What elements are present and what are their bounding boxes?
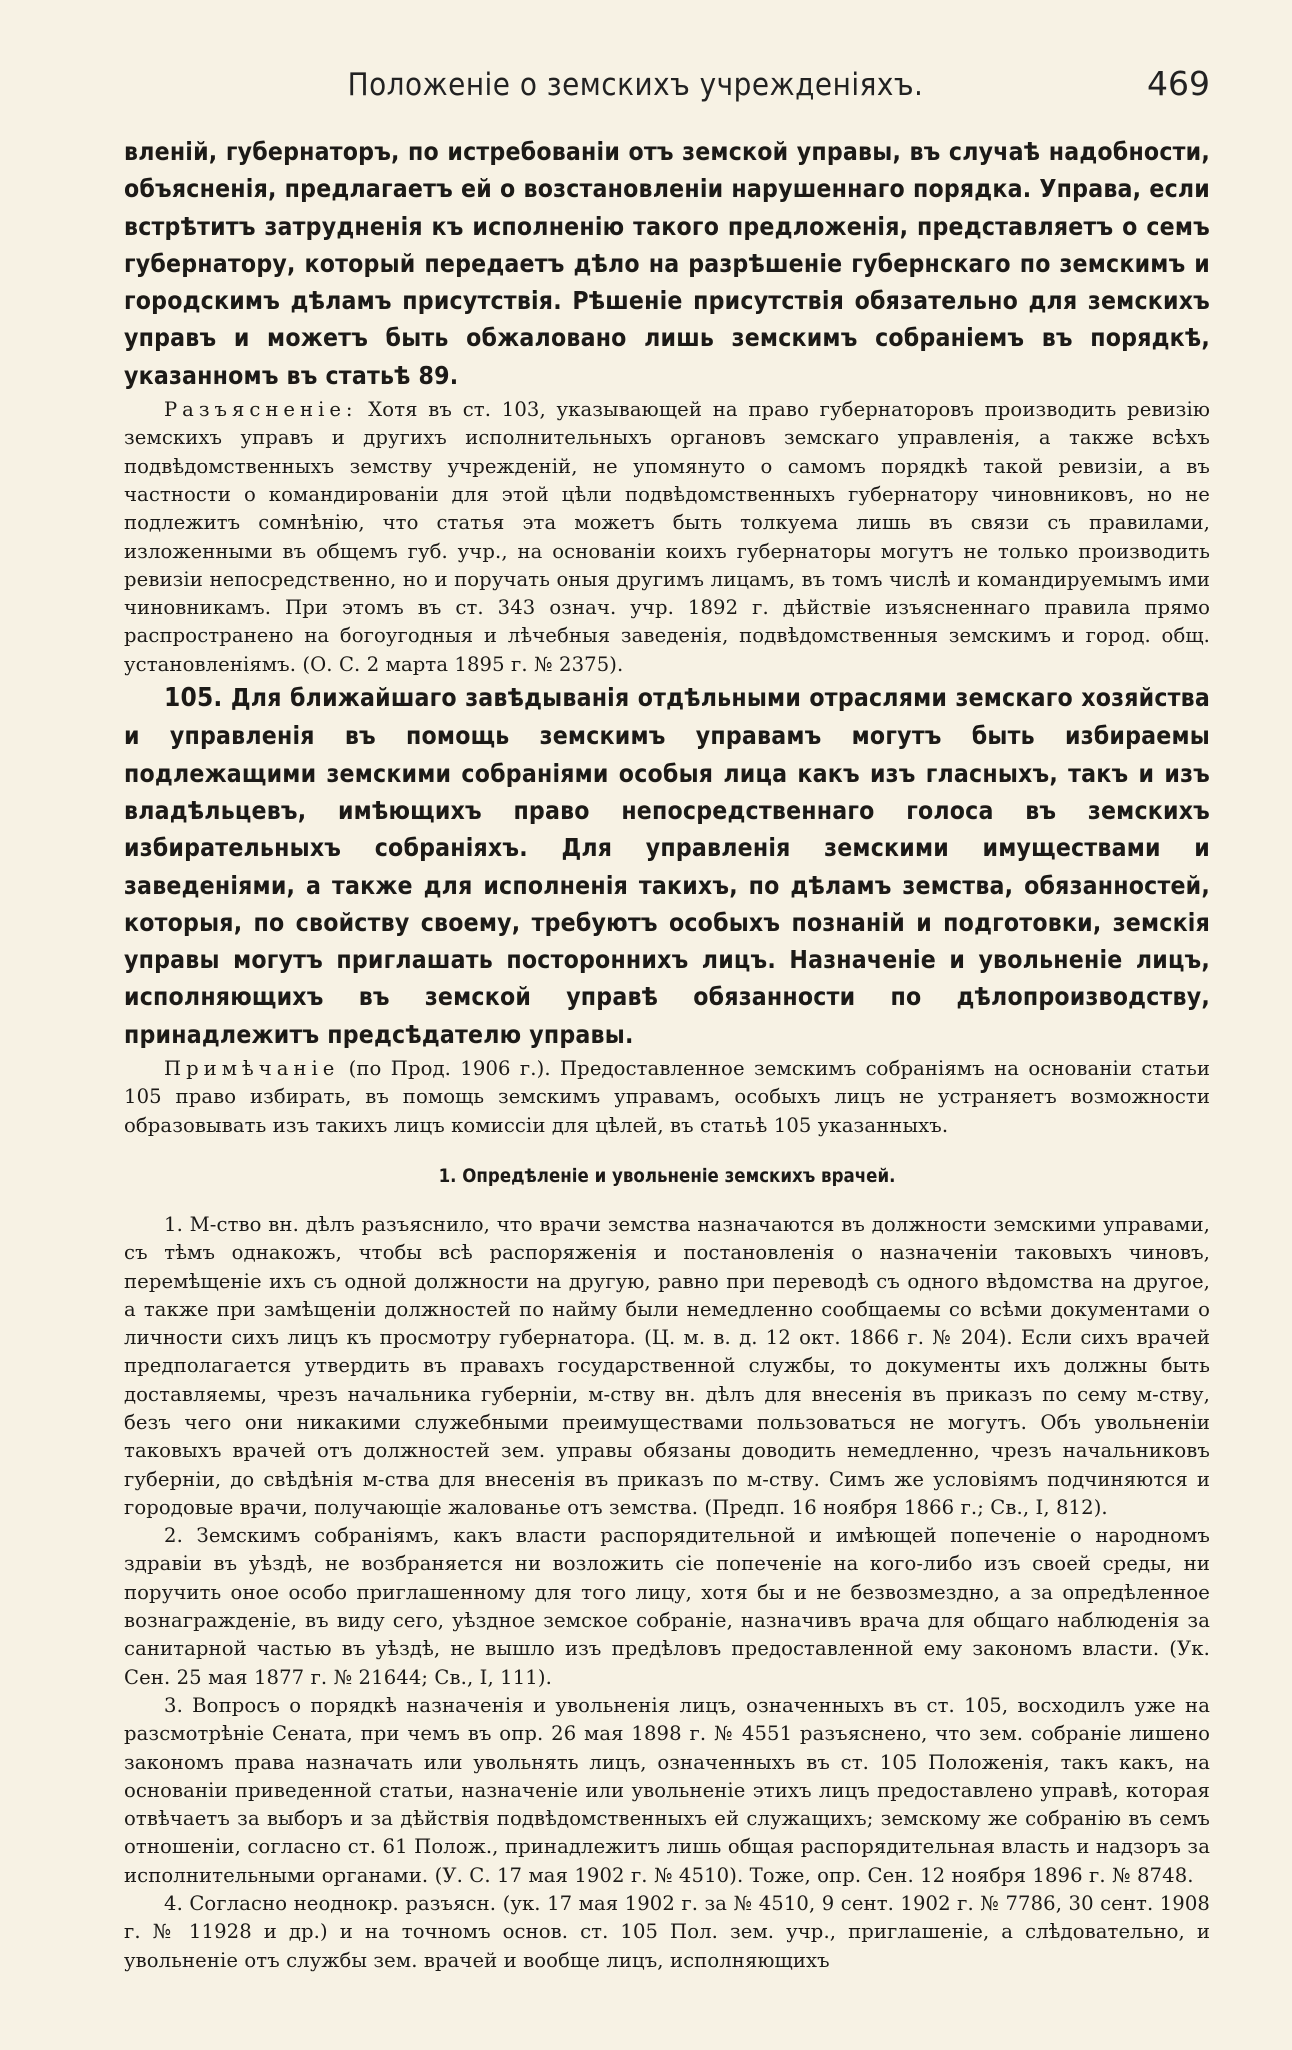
note-paragraph [124,1055,1210,1140]
section-heading: 1. Опредѣленіе и увольненіе земскихъ врачей. [438,1165,896,1187]
explanation-text: Хотя въ ст. 103, указывающей на право губернаторовъ производить ревизію земскихъ управъ и другихъ исполнительныхъ органовъ земскаго управленія, а также всѣхъ подвѣдомственныхъ земству учрежденій, не упомянуто о самомъ порядкѣ такой ревизіи, а въ частности о командированіи для этой цѣли подвѣдомственныхъ губернатору чиновниковъ, но не подлежитъ сомнѣнію, что статья эта можетъ быть толкуема лишь въ связи съ правилами, изложенными въ общемъ губ. учр., на основаніи коихъ губернаторы могутъ не только производить ревизіи непосредственно, но и поручать оныя другимъ лицамъ, въ томъ числѣ и командируемымъ ими чиновникамъ. При этомъ въ ст. 343 означ. учр. 1892 г. дѣйствіе изъясненнаго правила прямо распространено на богоугодныя и лѣчебныя заведенія, подвѣдомственныя земскимъ и город. общ. установленіямъ. (О. С. 2 марта 1895 г. № 2375). [124,398,1210,676]
page-header [124,64,1210,103]
article-105 [124,679,1210,1053]
article-text: Для ближайшаго завѣдыванія отдѣльными отраслями земскаго хозяйства и управленія въ помощь земскимъ управамъ могутъ быть избираемы подлежащими земскими собраніями особыя лица какъ изъ гласныхъ, такъ и изъ владѣльцевъ, имѣющихъ право непосредственнаго голоса въ земскихъ избирательныхъ собраніяхъ. Для управленія земскими имуществами и заведеніями, а также для исполненія такихъ, по дѣламъ земства, обязанностей, которыя, по свойству своему, требуютъ особыхъ познаній и подготовки, земскія управы могутъ приглашать постороннихъ лицъ. Назначеніе и увольненіе лицъ, исполняющихъ въ земской управѣ обязанности по дѣлопроизводству, принадлежитъ предсѣдателю управы. [124,683,1210,1049]
list-item: 3. Вопросъ о порядкѣ назначенія и увольненія лицъ, означенныхъ въ ст. 105, восходилъ уже на разсмотрѣніе Сената, при чемъ въ опр. 26 мая 1898 г. № 4551 разъяснено, что зем. собраніе лишено закономъ права назначать или увольнять лицъ, означенныхъ въ ст. 105 Положенія, такъ какъ, на основаніи приведенной статьи, назначеніе или увольненіе этихъ лицъ предоставлено управѣ, которая отвѣчаетъ за выборъ и за дѣйствія подвѣдомственныхъ ей служащихъ; земскому же собранію въ семъ отношеніи, согласно ст. 61 Полож., принадлежитъ лишь общая распорядительная власть и надзоръ за исполнительными органами. (У. С. 17 мая 1902 г. № 4510). Тоже, опр. Сен. 12 ноября 1896 г. № 8748. [124,1693,1210,1887]
running-title: Положеніе о земскихъ учрежденіяхъ. [347,67,924,103]
intro-paragraph: вленій, губернаторъ, по истребованіи отъ земской управы, въ случаѣ надобности, объясненія, предлагаетъ ей о возстановленіи нарушеннаго порядка. Управа, если встрѣтитъ затрудненія къ исполненію такого предложенія, представляетъ о семъ губернатору, который передаетъ дѣло на разрѣшеніе губернскаго по земскимъ и городскимъ дѣламъ присутствія. Рѣшеніе присутствія обязательно для земскихъ управъ и можетъ быть обжаловано лишь земскимъ собраніемъ въ порядкѣ, указанномъ въ статьѣ 89. [124,137,1210,390]
page-number: 469 [1147,64,1210,103]
explanation-label: Разъясненіе: [164,398,358,422]
list-item: 4. Согласно неоднокр. разъясн. (ук. 17 мая 1902 г. за № 4510, 9 сент. 1902 г. № 7786, 30 сент. 1908 г. № 11928 и др.) и на точномъ основ. ст. 105 Пол. зем. учр., приглашеніе, а слѣдовательно, и увольненіе отъ службы зем. врачей и вообще лицъ, исполняющихъ [124,1892,1210,1972]
article-number: 105. [164,683,223,714]
explanation-paragraph [124,396,1210,679]
list-item: 2. Земскимъ собраніямъ, какъ власти распорядительной и имѣющей попеченіе о народномъ здравіи въ уѣздѣ, не возбраняется ни возложить сіе попеченіе на кого-либо изъ своей среды, ни поручить оное особо приглашенному для того лицу, хотя бы и не безвозмездно, а за опредѣленное вознагражденіе, въ виду сего, уѣздное земское собраніе, назначивъ врача для общаго наблюденія за санитарной частью въ уѣздѣ, не вышло изъ предѣловъ предоставленной ему закономъ власти. (Ук. Сен. 25 мая 1877 г. № 21644; Св., I, 111). [124,1524,1210,1689]
note-label: Примѣчаніе [164,1057,340,1081]
list-item: 1. М-ство вн. дѣлъ разъяснило, что врачи земства назначаются въ должности земскими управами, съ тѣмъ однакожъ, чтобы всѣ распоряженія и постановленія о назначеніи таковыхъ чиновъ, перемѣщеніе ихъ съ одной должности на другую, равно при переводѣ съ одного вѣдомства на другое, а также при замѣщеніи должностей по найму были немедленно сообщаемы со всѣми документами о личности сихъ лицъ къ просмотру губернатора. (Ц. м. в. д. 12 окт. 1866 г. № 204). Если сихъ врачей предполагается утвердить въ правахъ государственной службы, то документы ихъ должны быть доставляемы, чрезъ начальника губерніи, м-ству вн. дѣлъ для внесенія въ приказъ по сему м-ству, безъ чего они никакими служебными преимуществами пользоваться не могутъ. Объ увольненіи таковыхъ врачей отъ должностей зем. управы обязаны доводить немедленно, чрезъ начальниковъ губерніи, до свѣдѣнія м-ства для внесенія въ приказъ по м-ству. Симъ же условіямъ подчиняются и городовые врачи, получающіе жалованье отъ земства. (Предп. 16 ноября 1866 г.; Св., I, 812). [124,1212,1210,1519]
note-text: (по Прод. 1906 г.). Предоставленное земскимъ собраніямъ на основаніи статьи 105 право избирать, въ помощь земскимъ управамъ, особыхъ лицъ не устраняетъ возможности образовывать изъ такихъ лицъ комиссіи для цѣлей, въ статьѣ 105 указанныхъ. [124,1057,1210,1137]
